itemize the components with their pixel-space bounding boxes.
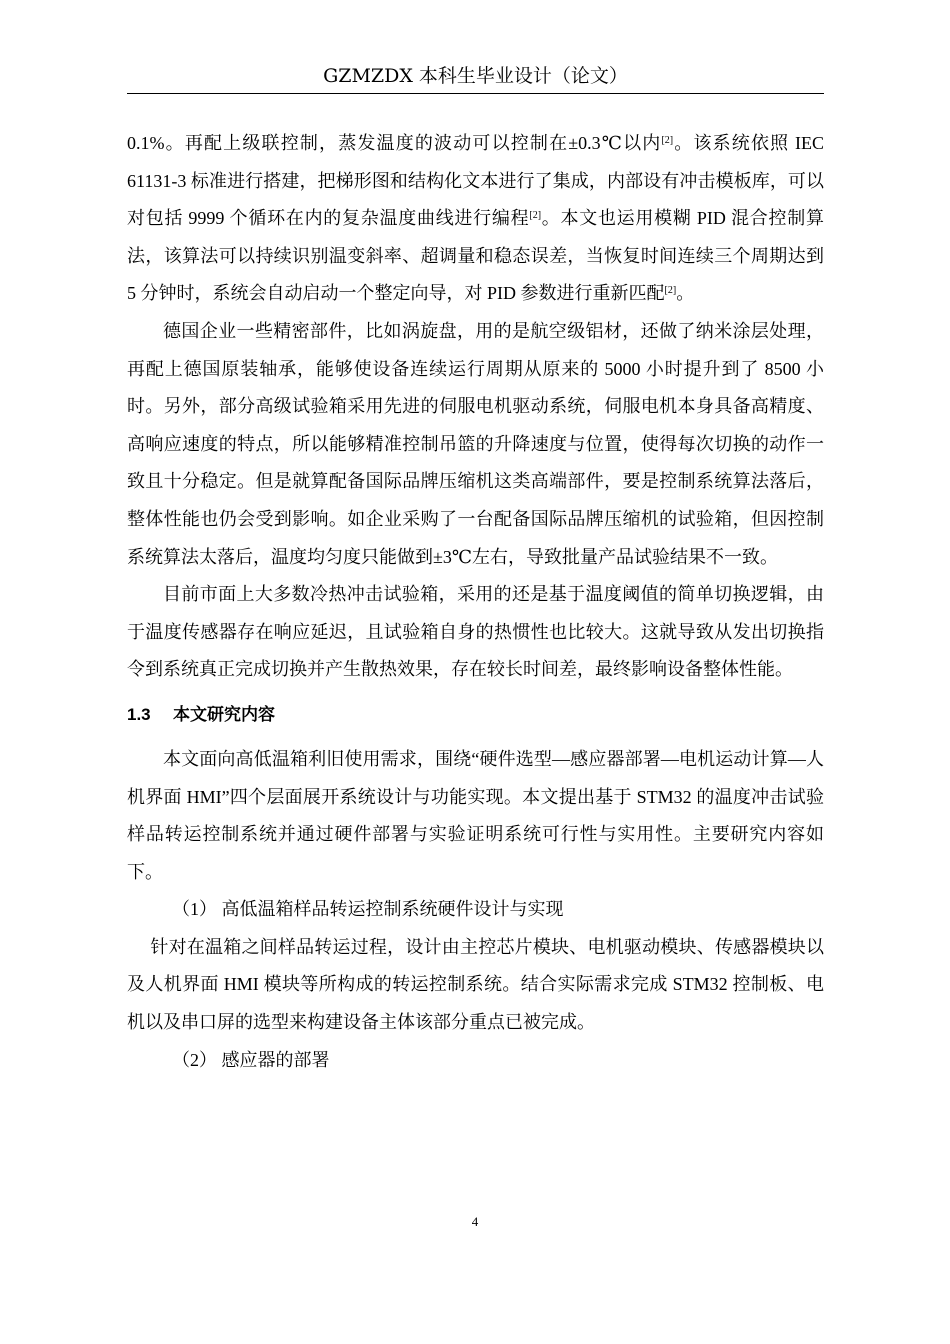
body-text — [127, 125, 824, 1079]
running-header: GZMZDX 本科生毕业设计（论文） — [127, 62, 824, 94]
section-heading — [127, 695, 824, 735]
page-number: 4 — [471, 1214, 479, 1229]
citation-ref[interactable]: [2] — [661, 135, 674, 146]
paragraph-german-components: 德国企业一些精密部件，比如涡旋盘，用的是航空级铝材，还做了纳米涂层处理，再配上德国原装轴承，能够使设备连续运行周期从原来的 5000 小时提升到了 8500 小时。另外，部分高级试验箱采用先进的伺服电机驱动系统，伺服电机本身具备高精度、高响应速度的特点，所以能够精准控制吊篮的升降速度与位置，使得每次切换的动作一致且十分稳定。但是就算配备国际品牌压缩机这类高端部件，要是控制系统算法落后，整体性能也仍会受到影响。如企业采购了一台配备国际品牌压缩机的试验箱，但因控制系统算法太落后，温度均匀度只能做到±3℃左右，导致批量产品试验结果不一致。 — [127, 320, 824, 567]
citation-ref[interactable]: [2] — [529, 210, 542, 222]
list-item-title: 感应器的部署 — [221, 1049, 330, 1070]
paragraph-research-intro: 本文面向高低温箱利旧使用需求，围绕“硬件选型—感应器部署—电机运动计算—人机界面 HMI”四个层面展开系统设计与功能实现。本文提出基于 STM32 的温度冲击试验样品转运控制系统并通过硬件部署与实验证明系统可行性与实用性。主要研究内容如下。 — [127, 748, 824, 882]
list-item-1 — [127, 891, 824, 929]
paragraph-hardware-design: 针对在温箱之间样品转运过程，设计由主控芯片模块、电机驱动模块、传感器模块以及人机界面 HMI 模块等所构成的转运控制系统。结合实际需求完成 STM32 控制板、电机以及串口屏的选型来构建设备主体该部分重点已被完成。 — [127, 936, 824, 1033]
text-run: 。本文也运用模糊 PID 混合控制算法，该算法可以持续识别温变斜率、超调量和稳态误差，当恢复时间连续三个周期达到 5 分钟时，系统会自动启动一个整定向导，对 PID 参数进行重新匹配 — [127, 208, 824, 304]
section-number: 1.3 — [127, 704, 151, 724]
text-run: 0.1%。再配上级联控制，蒸发温度的波动可以控制在±0.3℃以内 — [127, 133, 662, 153]
citation-ref[interactable]: [2] — [664, 285, 677, 297]
section-title: 本文研究内容 — [173, 704, 275, 724]
list-item-label: （1） — [172, 899, 217, 920]
text-run: 。 — [676, 283, 695, 304]
list-item-title: 高低温箱样品转运控制系统硬件设计与实现 — [221, 899, 564, 920]
text-run: 。该系统依照 IEC 61131-3 标准进行搭建，把梯形图和结构化文本进行了集成，内部设有冲击模板库，可以对包括 9999 个循环在内的复杂温度曲线进行编程 — [127, 133, 824, 229]
list-item-label: （2） — [172, 1049, 217, 1070]
list-item-2 — [127, 1042, 824, 1080]
paragraph-market-status: 目前市面上大多数冷热冲击试验箱，采用的还是基于温度阈值的简单切换逻辑，由于温度传感器存在响应延迟，且试验箱自身的热惯性也比较大。这就导致从发出切换指令到系统真正完成切换并产生散热效果，存在较长时间差，最终影响设备整体性能。 — [127, 584, 824, 680]
paragraph-continuation — [127, 125, 824, 313]
